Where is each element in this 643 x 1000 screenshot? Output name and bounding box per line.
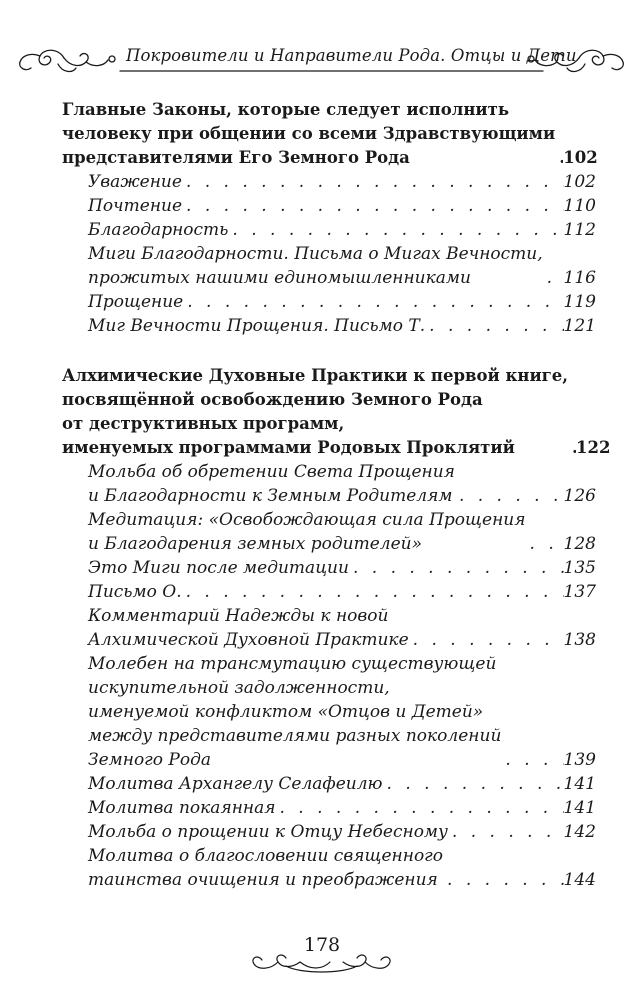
toc-entry[interactable] bbox=[62, 460, 596, 508]
dot-leader bbox=[383, 772, 564, 796]
dot-leader bbox=[501, 748, 563, 772]
section-spacer bbox=[62, 338, 596, 364]
page-number: 102 bbox=[563, 148, 598, 167]
entry-title: Это Миги после медитации bbox=[88, 558, 349, 578]
dot-leader bbox=[526, 532, 564, 556]
toc-entry[interactable] bbox=[62, 290, 596, 314]
toc-entry[interactable] bbox=[62, 604, 596, 652]
page-number: 141 bbox=[563, 774, 596, 794]
entry-title: Почтение bbox=[88, 196, 183, 216]
page-number-footer: 178 bbox=[303, 934, 341, 956]
section-title: Алхимические Духовные Практики к первой книге, посвящённой освобождению Земного Рода от деструктивных программ, именуемых программами Родовых Проклятий bbox=[62, 366, 569, 457]
section-title: Главные Законы, которые следует исполнить человеку при общении со всеми Здравствующими представителями Его Земного Рода bbox=[62, 100, 556, 167]
toc-section-heading[interactable] bbox=[62, 364, 611, 460]
page-number: 126 bbox=[563, 486, 596, 506]
dot-leader bbox=[409, 628, 564, 652]
page-number: 141 bbox=[563, 798, 596, 818]
dot-leader bbox=[568, 436, 576, 460]
dot-leader bbox=[182, 580, 564, 604]
entry-title: Прощение bbox=[88, 292, 184, 312]
toc-entry[interactable] bbox=[62, 556, 596, 580]
dot-leader bbox=[555, 146, 563, 170]
entry-title: Мольба о прощении к Отцу Небесному bbox=[88, 822, 448, 842]
entry-title: Уважение bbox=[88, 172, 182, 192]
page-number: 112 bbox=[563, 220, 596, 240]
dot-leader bbox=[349, 556, 564, 580]
toc-entry[interactable] bbox=[62, 772, 596, 796]
page-footer bbox=[0, 930, 643, 980]
toc-entry[interactable] bbox=[62, 242, 596, 290]
page-number: 102 bbox=[563, 172, 596, 192]
toc-entry[interactable] bbox=[62, 194, 596, 218]
dot-leader bbox=[443, 868, 564, 892]
page-number: 128 bbox=[563, 534, 596, 554]
page-number: 110 bbox=[563, 196, 596, 216]
dot-leader bbox=[543, 266, 564, 290]
page-number: 116 bbox=[563, 268, 596, 288]
entry-title: Мольба об обретении Света Прощения и Благодарности к Земным Родителям bbox=[88, 462, 455, 506]
toc-entry[interactable] bbox=[62, 652, 596, 772]
dot-leader bbox=[448, 820, 564, 844]
running-title: Покровители и Направители Рода. Отцы и Дети bbox=[126, 46, 577, 65]
page-number: 144 bbox=[563, 870, 596, 890]
dot-leader bbox=[183, 290, 563, 314]
entry-title: Комментарий Надежды к новой Алхимической Духовной Практике bbox=[88, 606, 409, 650]
toc-section-heading[interactable] bbox=[62, 98, 596, 170]
toc-entry[interactable] bbox=[62, 314, 596, 338]
page-number: 139 bbox=[563, 750, 596, 770]
toc-entry[interactable] bbox=[62, 580, 596, 604]
page-number: 142 bbox=[563, 822, 596, 842]
toc-entry[interactable] bbox=[62, 820, 596, 844]
page-number: 122 bbox=[576, 438, 611, 457]
entry-title: Медитация: «Освобождающая сила Прощения и Благодарения земных родителей» bbox=[88, 510, 526, 554]
dot-leader bbox=[425, 314, 563, 338]
toc-entry[interactable] bbox=[62, 218, 596, 242]
page-number: 119 bbox=[563, 292, 596, 312]
entry-title: Молитва покаянная bbox=[88, 798, 276, 818]
dot-leader bbox=[455, 484, 564, 508]
page-number: 121 bbox=[563, 316, 596, 336]
dot-leader bbox=[228, 218, 563, 242]
entry-title: Благодарность bbox=[88, 220, 229, 240]
entry-title: Миг Вечности Прощения. Письмо Т. bbox=[88, 316, 426, 336]
running-header bbox=[0, 38, 643, 82]
toc-entry[interactable] bbox=[62, 508, 596, 556]
page-number: 137 bbox=[563, 582, 596, 602]
entry-title: Письмо О. bbox=[88, 582, 182, 602]
entry-title: Молитва о благословении священного таинства очищения и преображения bbox=[88, 846, 444, 890]
toc-entry[interactable] bbox=[62, 796, 596, 820]
toc-entry[interactable] bbox=[62, 844, 596, 892]
dot-leader bbox=[275, 796, 563, 820]
dot-leader bbox=[182, 194, 564, 218]
page-number: 135 bbox=[563, 558, 596, 578]
entry-title: Молитва Архангелу Селафеилю bbox=[88, 774, 383, 794]
toc-entry[interactable] bbox=[62, 170, 596, 194]
table-of-contents bbox=[62, 98, 611, 892]
entry-title: Миги Благодарности. Письма о Мигах Вечности, прожитых нашими единомышленниками bbox=[88, 244, 543, 288]
page-number: 138 bbox=[563, 630, 596, 650]
entry-title: Молебен на трансмутацию существующей искупительной задолженности, именуемой конфликтом «Отцов и Детей» между представителями разных поколений Земного Рода bbox=[88, 654, 502, 770]
dot-leader bbox=[182, 170, 564, 194]
